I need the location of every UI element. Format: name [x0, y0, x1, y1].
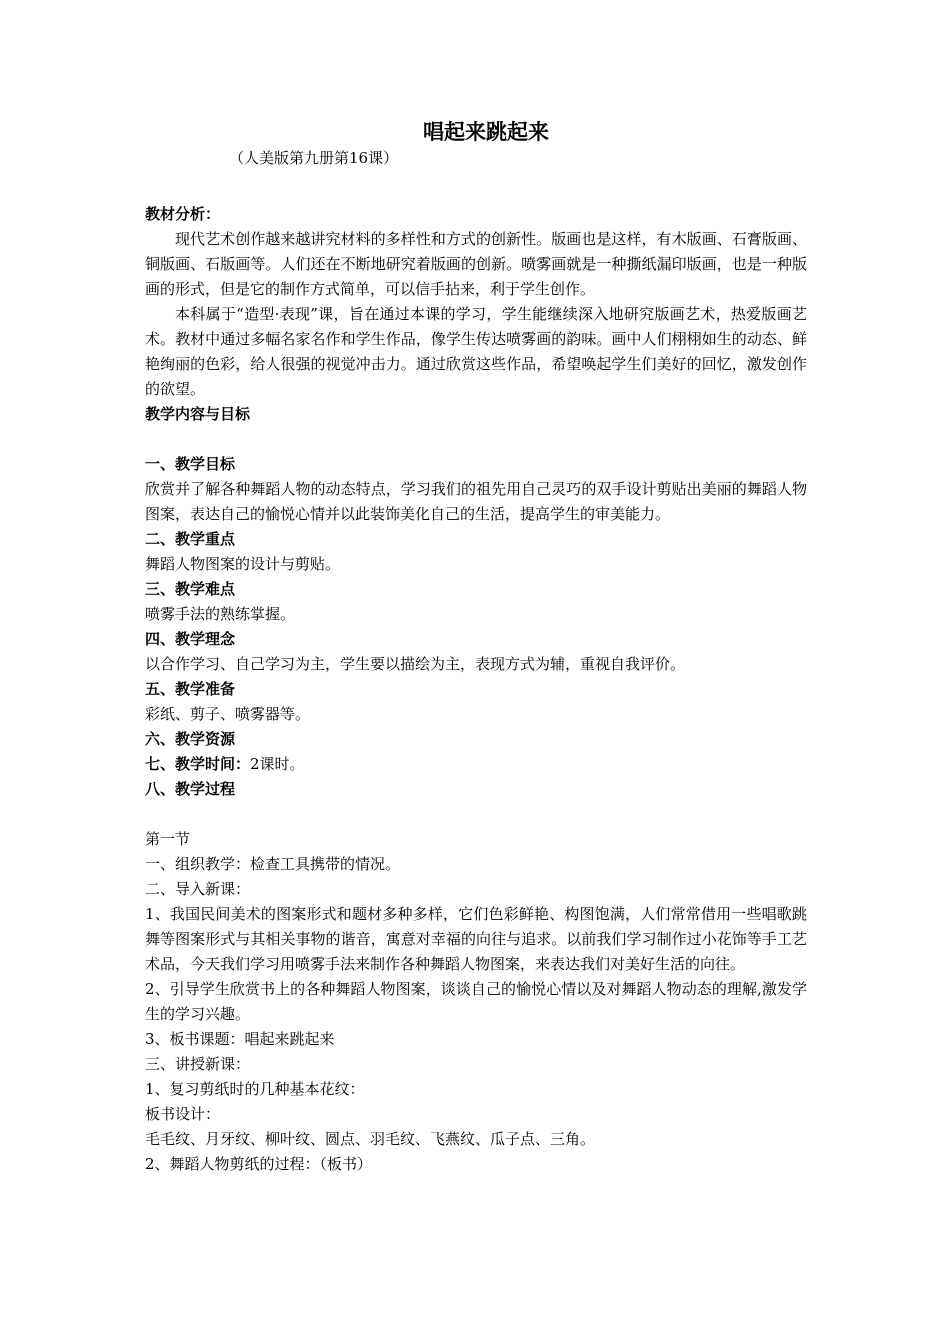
- process-item-3: 3、板书课题：唱起来跳起来: [145, 1030, 335, 1048]
- process-item-1: 1、我国民间美术的图案形式和题材多种多样，它们色彩鲜艳、构图饱满，人们常常借用一些唱歌跳舞等图案形式与其相关事物的谐音，寓意对幸福的向往与追求。以前我们学习制作过小花饰等手工艺术品，今天我们学习用喷雾手法来制作各种舞蹈人物图案，来表达我们对美好生活的向往。: [145, 905, 807, 973]
- concept-heading: 四、教学理念: [145, 630, 236, 648]
- page-subtitle: （人美版第九册第16课）: [229, 149, 399, 167]
- document-page: [145, 118, 807, 1177]
- content-heading: 教学内容与目标: [145, 405, 251, 423]
- process-item-5: 2、舞蹈人物剪纸的过程：（板书）: [145, 1155, 373, 1173]
- analysis-paragraph-2: 本科属于“造型·表现”课，旨在通过本课的学习，学生能继续深入地研究版画艺术，热爱版画艺术。教材中通过多幅名家名作和学生作品，像学生传达喷雾画的韵味。画中人们栩栩如生的动态、鲜艳绚丽的色彩，给人很强的视觉冲击力。通过欣赏这些作品，希望唤起学生们美好的回忆，激发创作的欲望。: [145, 305, 807, 398]
- process-heading: 八、教学过程: [145, 780, 236, 798]
- difficulty-text: 喷雾手法的熟练掌握。: [145, 605, 296, 623]
- pattern-list: 毛毛纹、月牙纹、柳叶纹、圆点、羽毛纹、飞燕纹、瓜子点、三角。: [145, 1130, 596, 1148]
- time-line: [145, 752, 807, 777]
- page-title: 唱起来跳起来: [423, 119, 549, 144]
- process-item-2: 2、引导学生欣赏书上的各种舞蹈人物图案，谈谈自己的愉悦心情以及对舞蹈人物动态的理解,激发学生的学习兴趣。: [145, 980, 807, 1023]
- blank-line: [145, 427, 807, 452]
- process-item-4: 1、复习剪纸时的几种基本花纹：: [145, 1080, 365, 1098]
- process-step-2: 二、导入新课：: [145, 880, 251, 898]
- concept-text: 以合作学习、自己学习为主，学生要以描绘为主，表现方式为辅，重视自我评价。: [145, 655, 686, 673]
- goal-heading: 一、教学目标: [145, 455, 236, 473]
- analysis-heading: 教材分析：: [145, 205, 221, 223]
- analysis-paragraph-1: 现代艺术创作越来越讲究材料的多样性和方式的创新性。版画也是这样，有木版画、石膏版画、铜版画、石版画等。人们还在不断地研究着版画的创新。喷雾画就是一种撕纸漏印版画，也是一种版画的形式，但是它的制作方式简单，可以信手拈来，利于学生创作。: [145, 230, 807, 298]
- difficulty-heading: 三、教学难点: [145, 580, 236, 598]
- prep-text: 彩纸、剪子、喷雾器等。: [145, 705, 311, 723]
- lesson-1-label: 第一节: [145, 830, 191, 848]
- blank-line: [145, 802, 807, 827]
- key-text: 舞蹈人物图案的设计与剪贴。: [145, 555, 341, 573]
- key-heading: 二、教学重点: [145, 530, 236, 548]
- resource-heading: 六、教学资源: [145, 730, 236, 748]
- process-step-1: 一、组织教学：检查工具携带的情况。: [145, 855, 401, 873]
- process-step-3: 三、讲授新课：: [145, 1055, 251, 1073]
- time-heading: 七、教学时间：: [145, 755, 251, 773]
- board-design-label: 板书设计：: [145, 1105, 221, 1123]
- goal-text: 欣赏并了解各种舞蹈人物的动态特点，学习我们的祖先用自己灵巧的双手设计剪贴出美丽的舞蹈人物图案，表达自己的愉悦心情并以此装饰美化自己的生活，提高学生的审美能力。: [145, 480, 807, 523]
- prep-heading: 五、教学准备: [145, 680, 236, 698]
- time-text: 2课时。: [250, 755, 305, 773]
